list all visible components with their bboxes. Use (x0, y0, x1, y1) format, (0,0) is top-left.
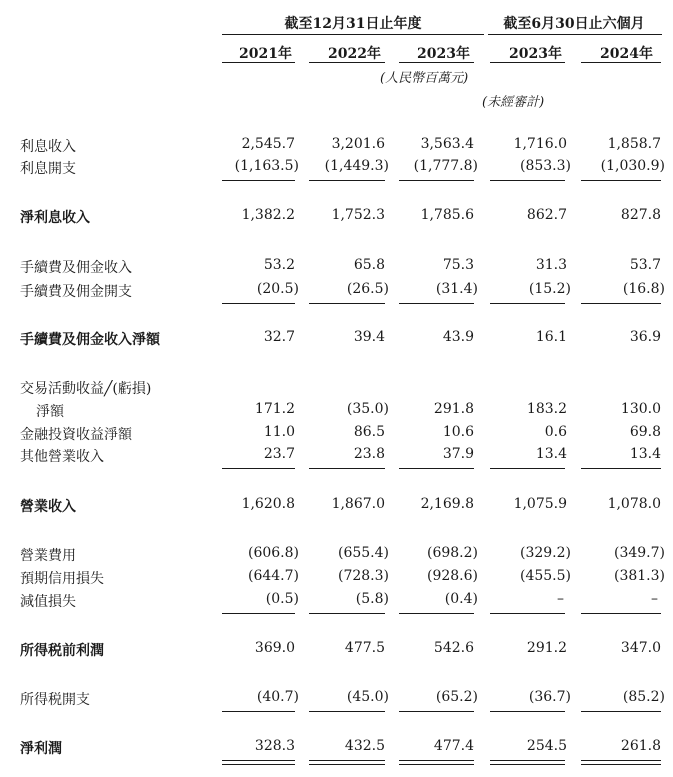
subtotal-rule (490, 711, 565, 712)
cell: (728.3) (337, 568, 389, 584)
subtotal-rule (309, 180, 385, 181)
cell: 130.0 (620, 401, 661, 417)
cell: 69.8 (629, 424, 661, 440)
year-col-5: 2024年 (600, 46, 653, 62)
cell: 291.8 (433, 401, 474, 417)
year-rule-1 (222, 62, 295, 63)
label-operating-expenses: 營業費用 (20, 548, 76, 564)
label-profit-before-tax: 所得税前利潤 (20, 643, 104, 659)
cell: (45.0) (346, 689, 389, 705)
cell: 3,201.6 (331, 136, 385, 152)
cell: 261.8 (620, 738, 661, 754)
cell: (1,777.8) (413, 158, 478, 174)
subtotal-rule (581, 613, 661, 614)
cell: 432.5 (344, 738, 385, 754)
subtotal-rule (222, 468, 295, 469)
subtotal-rule (399, 613, 474, 614)
cell: (65.2) (435, 689, 478, 705)
cell: (26.5) (346, 281, 389, 297)
cell: 10.6 (442, 424, 474, 440)
subtotal-rule (581, 468, 661, 469)
year-rule-3 (399, 62, 474, 63)
subtotal-rule (399, 303, 474, 304)
label-trading-gains: 交易活動收益╱(虧損) (20, 381, 152, 397)
subtotal-rule (222, 613, 295, 614)
subtotal-rule (222, 180, 295, 181)
subtotal-rule (309, 613, 385, 614)
subtotal-rule (581, 180, 661, 181)
cell: 32.7 (263, 329, 295, 345)
cell: 183.2 (526, 401, 567, 417)
cell: (853.3) (519, 158, 571, 174)
cell: 827.8 (620, 207, 661, 223)
cell: 23.7 (263, 446, 295, 462)
subtotal-rule (581, 303, 661, 304)
cell: (349.7) (613, 545, 665, 561)
cell: 53.2 (263, 257, 295, 273)
cell: (1,030.9) (600, 158, 665, 174)
label-other-income: 其他營業收入 (20, 449, 104, 465)
label-net-fee-income: 手續費及佣金收入淨額 (20, 332, 160, 348)
cell: 171.2 (254, 401, 295, 417)
cell: 369.0 (254, 640, 295, 656)
year-col-4: 2023年 (509, 46, 562, 62)
cell: 1,620.8 (241, 496, 295, 512)
cell: – (557, 591, 564, 607)
year-col-1: 2021年 (239, 46, 292, 62)
label-income-tax: 所得税開支 (20, 692, 90, 708)
subtotal-rule (309, 303, 385, 304)
cell: 75.3 (442, 257, 474, 273)
label-investment-income: 金融投資收益淨額 (20, 427, 132, 443)
cell: (928.6) (426, 568, 478, 584)
cell: 1,752.3 (331, 207, 385, 223)
cell: 477.4 (433, 738, 474, 754)
label-credit-losses: 預期信用損失 (20, 571, 104, 587)
year-rule-5 (581, 62, 661, 63)
cell: 36.9 (629, 329, 661, 345)
label-fee-expense: 手續費及佣金開支 (20, 284, 132, 300)
label-interest-expense: 利息開支 (20, 161, 76, 177)
label-operating-income: 營業收入 (20, 499, 76, 515)
cell: (31.4) (435, 281, 478, 297)
cell: 542.6 (433, 640, 474, 656)
cell: 13.4 (535, 446, 567, 462)
cell: 65.8 (353, 257, 385, 273)
subtotal-rule (222, 303, 295, 304)
label-interest-income: 利息收入 (20, 139, 76, 155)
cell: 328.3 (254, 738, 295, 754)
subtotal-rule (399, 468, 474, 469)
cell: 1,075.9 (513, 496, 567, 512)
cell: (329.2) (519, 545, 571, 561)
header-group-annual: 截至12月31日止年度 (284, 16, 422, 32)
cell: 2,545.7 (241, 136, 295, 152)
year-rule-4 (490, 62, 565, 63)
header-group-interim: 截至6月30日止六個月 (503, 16, 645, 32)
cell: 862.7 (526, 207, 567, 223)
cell: 291.2 (526, 640, 567, 656)
cell: 23.8 (353, 446, 385, 462)
header-rule-annual (222, 34, 484, 35)
cell: 1,078.0 (607, 496, 661, 512)
cell: 16.1 (535, 329, 567, 345)
subtotal-rule (399, 180, 474, 181)
cell: (381.3) (613, 568, 665, 584)
cell: 477.5 (344, 640, 385, 656)
header-rule-interim (488, 34, 662, 35)
cell: 31.3 (535, 257, 567, 273)
cell: 2,169.8 (420, 496, 474, 512)
subtotal-rule (490, 468, 565, 469)
cell: (655.4) (337, 545, 389, 561)
cell: 254.5 (526, 738, 567, 754)
cell: (35.0) (346, 401, 389, 417)
cell: 39.4 (353, 329, 385, 345)
cell: 53.7 (629, 257, 661, 273)
unit-label: (人民幣百萬元) (380, 71, 469, 86)
cell: 1,858.7 (607, 136, 661, 152)
total-double-rule (399, 760, 474, 765)
label-trading-net: 淨額 (36, 404, 64, 420)
subtotal-rule (309, 711, 385, 712)
subtotal-rule (490, 613, 565, 614)
cell: 347.0 (620, 640, 661, 656)
cell: 1,785.6 (420, 207, 474, 223)
subtotal-rule (309, 468, 385, 469)
subtotal-rule (490, 180, 565, 181)
cell: 1,382.2 (241, 207, 295, 223)
cell: (1,163.5) (234, 158, 299, 174)
label-impairment-losses: 減值損失 (20, 594, 76, 610)
cell: (606.8) (247, 545, 299, 561)
unaudited-label: (未經審計) (482, 95, 545, 110)
cell: 86.5 (353, 424, 385, 440)
year-rule-2 (309, 62, 385, 63)
cell: (20.5) (256, 281, 299, 297)
cell: 43.9 (442, 329, 474, 345)
cell: (0.4) (444, 591, 478, 607)
subtotal-rule (490, 303, 565, 304)
label-net-profit: 淨利潤 (20, 741, 62, 757)
cell: (15.2) (528, 281, 571, 297)
cell: 0.6 (544, 424, 567, 440)
cell: (455.5) (519, 568, 571, 584)
cell: 13.4 (629, 446, 661, 462)
cell: (1,449.3) (324, 158, 389, 174)
total-double-rule (222, 760, 295, 765)
total-double-rule (309, 760, 385, 765)
subtotal-rule (222, 711, 295, 712)
cell: (16.8) (622, 281, 665, 297)
cell: (5.8) (355, 591, 389, 607)
cell: 3,563.4 (420, 136, 474, 152)
total-double-rule (581, 760, 661, 765)
cell: (40.7) (256, 689, 299, 705)
cell: (644.7) (247, 568, 299, 584)
cell: (36.7) (528, 689, 571, 705)
cell: – (651, 591, 658, 607)
cell: (698.2) (426, 545, 478, 561)
cell: 1,867.0 (331, 496, 385, 512)
year-col-3: 2023年 (417, 46, 470, 62)
cell: 37.9 (442, 446, 474, 462)
subtotal-rule (399, 711, 474, 712)
subtotal-rule (581, 711, 661, 712)
total-double-rule (490, 760, 565, 765)
cell: 1,716.0 (513, 136, 567, 152)
cell: 11.0 (263, 424, 295, 440)
label-net-interest-income: 淨利息收入 (20, 210, 90, 226)
label-fee-income: 手續費及佣金收入 (20, 260, 132, 276)
cell: (0.5) (265, 591, 299, 607)
cell: (85.2) (622, 689, 665, 705)
year-col-2: 2022年 (328, 46, 381, 62)
